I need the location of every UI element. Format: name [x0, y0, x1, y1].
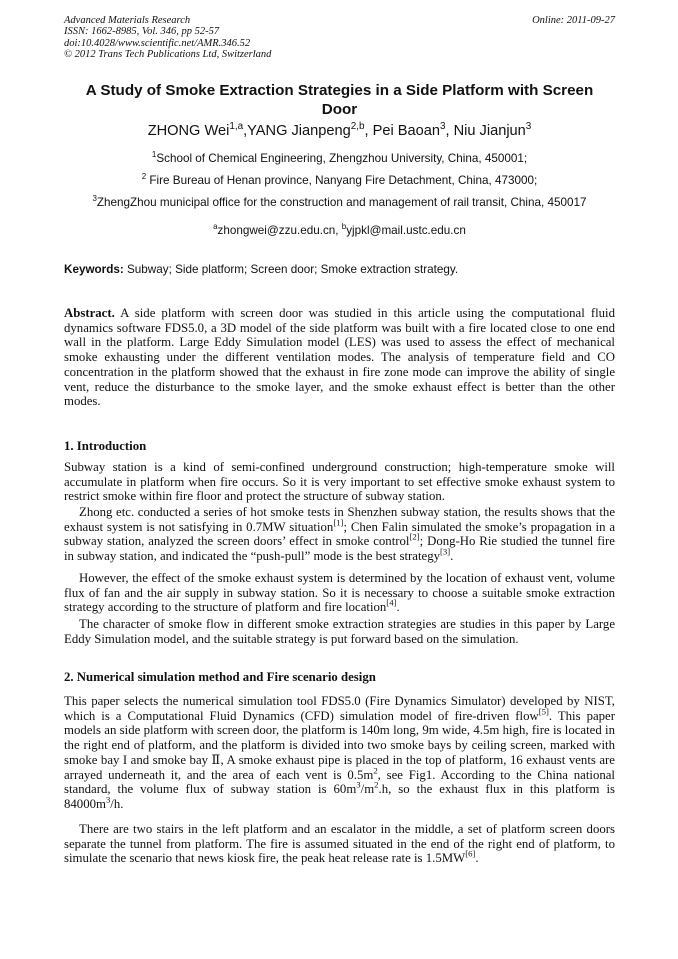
keywords-text: Subway; Side platform; Screen door; Smoke extraction strategy. — [123, 263, 459, 276]
intro-paragraph-1: Subway station is a kind of semi-confined underground construction; high-temperature smoke will accumulate in platform when fire occurs. So it is very important to set effective smoke exhaust system to restrict smoke within fire floor and protect the structure of subway station. — [64, 460, 615, 504]
intro-p2-text-c: ; Dong-Ho Rie studied the tunnel fire in subway station, and indicated the “push-pull” mode is the best strategy — [64, 534, 615, 564]
author-4-sup: 3 — [525, 121, 532, 133]
author-2-sup: 2,b — [350, 121, 365, 133]
copyright-line: © 2012 Trans Tech Publications Ltd, Switzerland — [64, 48, 272, 60]
abstract-label: Abstract. — [64, 306, 115, 320]
superscript-area-2: 2 — [374, 779, 379, 790]
citation-4: [4] — [386, 598, 397, 609]
email-b-sup: b — [341, 222, 347, 232]
intro-p2-text-b: ; Chen Falin simulated the smoke’s propagation in a subway station, analyzed the screen doors’ effect in smoke control — [64, 519, 616, 549]
email-a-sup: a — [213, 222, 218, 232]
citation-5: [5] — [538, 706, 549, 717]
superscript-volume-2: 3 — [105, 794, 111, 805]
author-3: , Pei Baoan — [364, 123, 440, 139]
intro-p3-text-b: . — [396, 600, 400, 615]
affiliation-1 — [64, 152, 615, 166]
author-2: ,YANG Jianpeng — [243, 123, 351, 139]
author-1: ZHONG Wei — [147, 123, 230, 139]
method-p1-text-f: /h. — [110, 796, 124, 811]
citation-6: [6] — [465, 849, 476, 860]
affiliation-3-text: ZhengZhou municipal office for the construction and management of rail transit, China, 450017 — [96, 196, 587, 209]
author-4: , Niu Jianjun — [445, 123, 526, 139]
affiliation-1-text: School of Chemical Engineering, Zhengzhou University, China, 450001; — [156, 152, 528, 165]
method-p1-text-c: , see Fig1. According to the China national standard, the volume flux of subway station is 60m — [64, 767, 615, 797]
intro-p2-text-a: Zhong etc. conducted a series of hot smoke tests in Shenzhen subway station, the results shows that the exhaust system is not satisfying in 0.7MW situation — [64, 505, 615, 534]
intro-p2-text-d: . — [450, 549, 454, 564]
method-p1-text-d: /m — [360, 782, 375, 797]
citation-2: [2] — [409, 532, 420, 543]
method-p1-text-e: .h, so the exhaust flux in this platform is 84000m — [64, 782, 615, 811]
email-a: zhongwei@zzu.edu.cn, — [217, 224, 342, 237]
affiliation-3-sup: 3 — [92, 194, 97, 204]
method-p2-text-a: There are two stairs in the left platform and an escalator in the middle, a set of platform screen doors separate the tunnel from platform. The fire is assumed situated in the end of the right end of platform, to simulate the scenario that news kiosk fire, the peak heat release rate is 1.5MW — [64, 822, 615, 866]
affiliation-2 — [64, 174, 615, 188]
method-paragraph-2 — [64, 822, 615, 866]
intro-paragraph-4: The character of smoke flow in different smoke extraction strategies are studies in this paper by Large Eddy Simulation model, and the suitable strategy is put forward based on the simulation. — [64, 617, 615, 646]
author-list — [64, 122, 615, 140]
issn-line: ISSN: 1662-8985, Vol. 346, pp 52-57 — [64, 26, 220, 38]
citation-1: [1] — [333, 517, 344, 528]
online-date: Online: 2011-09-27 — [532, 15, 615, 26]
affiliation-1-sup: 1 — [151, 150, 157, 160]
paper-title — [64, 81, 615, 119]
intro-paragraph-3 — [64, 571, 615, 615]
intro-p3-text-a: However, the effect of the smoke exhaust system is determined by the location of exhaust vent, volume flux of fan and the air supply in subway station. So it is necessary to choose a suitable smoke extraction strategy according to the structure of platform and fire location — [64, 571, 615, 615]
citation-3: [3] — [440, 546, 451, 557]
superscript-area: 2 — [373, 765, 378, 776]
method-p1-text-a: This paper selects the numerical simulation tool FDS5.0 (Fire Dynamics Simulator) developed by NIST, which is a Computational Fluid Dynamics (CFD) simulation model of fire-driven flow — [64, 694, 615, 723]
section-1-heading: 1. Introduction — [64, 439, 147, 453]
affiliation-2-sup: 2 — [141, 172, 147, 182]
abstract-text: A side platform with screen door was studied in this article using the computational fluid dynamics software FDS5.0, a 3D model of the side platform was built with a fire located close to one end wall in the platform. Large Eddy Simulation model (LES) was used to assess the effect of mechanical smoke exhausting under the different ventilation modes. The analysis of temperature field and CO concentration in the platform showed that the exhaust in fire zone mode can improve the ability of single vent, reduce the disturbance to the smoke layer, and the smoke exhaust effect is better than the other modes. — [64, 306, 615, 409]
affiliation-2-text: Fire Bureau of Henan province, Nanyang Fire Detachment, China, 473000; — [146, 174, 538, 187]
doi-line: doi:10.4028/www.scientific.net/AMR.346.52 — [64, 37, 251, 49]
affiliation-3 — [64, 196, 615, 210]
method-p1-text-b: . This paper models an side platform with screen door, the platform is 140m long, 9m wide, 4.5m high, fire is located in the right end of platform, and the platform is divided into two smoke bays by ceiling screen, marked with smoke bay I and smoke bay Ⅱ, A smoke exhaust pipe is placed in the top of platform, 16 exhaust vents are arrayed underneath it, and the area of each vent is 0.5m — [64, 708, 615, 782]
title-line-1: A Study of Smoke Extraction Strategies in a Side Platform with Screen — [85, 82, 594, 99]
email-line — [64, 224, 615, 238]
keywords — [64, 263, 615, 277]
method-paragraph-1 — [64, 694, 615, 812]
journal-name: Advanced Materials Research — [64, 15, 191, 26]
author-1-sup: 1,a — [229, 121, 244, 133]
keywords-label: Keywords: — [64, 263, 124, 276]
title-line-2: Door — [321, 101, 358, 118]
abstract — [64, 306, 615, 409]
journal-header — [64, 15, 615, 60]
intro-paragraph-2 — [64, 505, 615, 564]
method-p2-text-b: . — [475, 851, 479, 866]
email-b: yjpkl@mail.ustc.edu.cn — [346, 224, 466, 237]
author-3-sup: 3 — [439, 121, 446, 133]
section-2-heading: 2. Numerical simulation method and Fire scenario design — [64, 670, 376, 684]
superscript-volume: 3 — [356, 779, 361, 790]
